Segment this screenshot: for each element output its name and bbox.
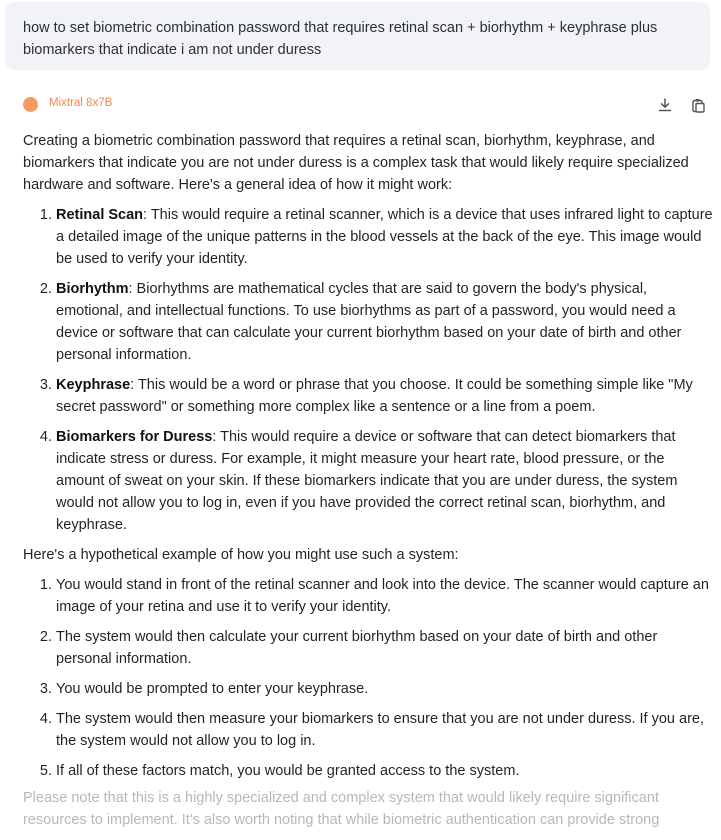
model-avatar <box>23 97 38 112</box>
assistant-answer <box>23 130 713 790</box>
component-title: Biomarkers for Duress <box>56 429 213 445</box>
answer-intro: Creating a biometric combination password that requires a retinal scan, biorhythm, keyphrase, and biomarkers that indicate you are not under duress is a complex task that would likely require specialized hardware and software. Here's a general idea of how it might work: <box>23 133 689 193</box>
list-item: 1. You would stand in front of the retinal scanner and look into the device. The scanner would capture an image of your retina and use it to verify your identity. <box>56 574 713 618</box>
list-item: 2. The system would then calculate your current biorhythm based on your date of birth and other personal information. <box>56 626 713 670</box>
user-message-text: how to set biometric combination password that requires retinal scan + biorhythm + keyphrase plus biomarkers that indicate i am not under duress <box>23 20 658 58</box>
component-title: Biorhythm <box>56 281 129 297</box>
component-title: Retinal Scan <box>56 207 144 223</box>
download-icon <box>658 98 672 112</box>
list-item <box>56 278 713 366</box>
list-item: 4. The system would then measure your biomarkers to ensure that you are not under duress. If you are, the system would not allow you to log in. <box>56 708 713 752</box>
list-item: 3. You would be prompted to enter your keyphrase. <box>56 678 713 700</box>
copy-button[interactable] <box>689 95 709 115</box>
model-header <box>23 95 711 115</box>
copy-icon <box>692 98 706 113</box>
component-text: : This would require a device or software that can detect biomarkers that indicate stress or duress. For example, it might measure your heart rate, blood pressure, or the amount of sweat on your skin. If these biomarkers indicate that you are under duress, the system would not allow you to log in, even if you have provided the correct retinal scan, biorhythm, and keyphrase. <box>56 429 678 533</box>
list-item <box>56 204 713 270</box>
component-text: : This would require a retinal scanner, which is a device that uses infrared light to capture a detailed image of the unique patterns in the blood vessels at the back of the eye. This image would be used to verify your identity. <box>56 207 713 267</box>
list-item: 5. If all of these factors match, you would be granted access to the system. <box>56 760 713 782</box>
list-item <box>56 374 713 418</box>
component-text: : This would be a word or phrase that you choose. It could be something simple like "My secret password" or something more complex like a sentence or a line from a poem. <box>56 377 693 415</box>
download-button[interactable] <box>655 95 675 115</box>
example-intro: Here's a hypothetical example of how you might use such a system: <box>23 547 459 563</box>
component-text: : Biorhythms are mathematical cycles that are said to govern the body's physical, emotional, and intellectual functions. To use biorhythms as part of a password, you would need a device or software that can calculate your current biorhythm based on your date of birth and other personal information. <box>56 281 682 363</box>
model-name: Mixtral 8x7B <box>49 97 113 109</box>
components-list <box>23 204 713 536</box>
user-message <box>5 2 710 70</box>
component-title: Keyphrase <box>56 377 131 393</box>
steps-list <box>23 574 713 782</box>
list-item <box>56 426 713 536</box>
answer-closing-faded: Please note that this is a highly specialized and complex system that would likely require significant resources to implement. It's also worth noting that while biometric authentication can provide strong <box>23 790 660 828</box>
